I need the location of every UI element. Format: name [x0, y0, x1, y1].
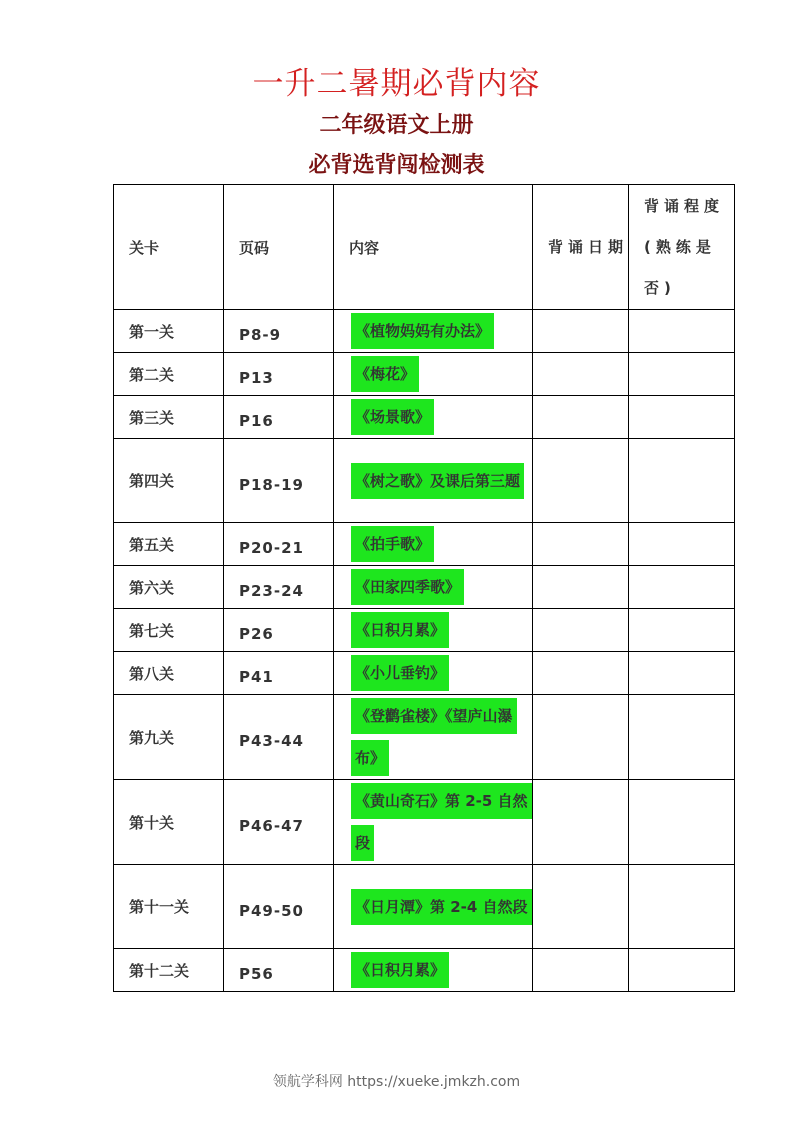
highlighted-content: 《登鹳雀楼》《望庐山瀑布》	[351, 698, 517, 776]
recite-date-cell	[533, 652, 629, 695]
table-row	[114, 566, 735, 609]
recite-date-cell	[533, 439, 629, 523]
proficiency-cell	[629, 652, 735, 695]
table-row	[114, 396, 735, 439]
level-cell: 第九关	[114, 695, 224, 780]
page-cell: P26	[224, 609, 334, 652]
content-cell	[334, 780, 533, 865]
page-cell: P20-21	[224, 523, 334, 566]
level-cell: 第四关	[114, 439, 224, 523]
content-cell	[334, 865, 533, 949]
column-header-date: 背诵日期	[533, 185, 629, 310]
level-cell: 第十二关	[114, 949, 224, 992]
proficiency-cell	[629, 566, 735, 609]
table-row	[114, 780, 735, 865]
level-cell: 第十一关	[114, 865, 224, 949]
page-cell: P16	[224, 396, 334, 439]
recite-date-cell	[533, 695, 629, 780]
checklist-table	[113, 184, 735, 992]
table-row	[114, 695, 735, 780]
level-cell: 第五关	[114, 523, 224, 566]
recite-date-cell	[533, 865, 629, 949]
column-header-page: 页码	[224, 185, 334, 310]
proficiency-cell	[629, 609, 735, 652]
page-cell: P49-50	[224, 865, 334, 949]
proficiency-cell	[629, 523, 735, 566]
page-title: 一升二暑期必背内容	[252, 66, 541, 102]
recite-date-cell	[533, 310, 629, 353]
content-cell	[334, 396, 533, 439]
proficiency-cell	[629, 780, 735, 865]
content-cell	[334, 566, 533, 609]
recite-date-cell	[533, 396, 629, 439]
content-cell	[334, 439, 533, 523]
recite-date-cell	[533, 566, 629, 609]
highlighted-content: 《日积月累》	[351, 952, 449, 988]
level-cell: 第七关	[114, 609, 224, 652]
highlighted-content: 《日积月累》	[351, 612, 449, 648]
highlighted-content: 《场景歌》	[351, 399, 434, 435]
highlighted-content: 《田家四季歌》	[351, 569, 464, 605]
table-header-row	[114, 185, 735, 310]
table-row	[114, 310, 735, 353]
page-cell: P23-24	[224, 566, 334, 609]
table-row	[114, 609, 735, 652]
level-cell: 第八关	[114, 652, 224, 695]
table-row	[114, 949, 735, 992]
table-row	[114, 439, 735, 523]
table-title: 必背选背闯检测表	[308, 153, 485, 178]
table-row	[114, 865, 735, 949]
page-subtitle: 二年级语文上册	[319, 113, 474, 138]
highlighted-content: 《小儿垂钓》	[351, 655, 449, 691]
level-cell: 第一关	[114, 310, 224, 353]
proficiency-cell	[629, 949, 735, 992]
level-cell: 第三关	[114, 396, 224, 439]
highlighted-content: 《梅花》	[351, 356, 419, 392]
proficiency-cell	[629, 695, 735, 780]
recite-date-cell	[533, 949, 629, 992]
proficiency-cell	[629, 310, 735, 353]
recite-date-cell	[533, 523, 629, 566]
content-cell	[334, 652, 533, 695]
page-cell: P56	[224, 949, 334, 992]
table-row	[114, 523, 735, 566]
page-cell: P8-9	[224, 310, 334, 353]
recite-date-cell	[533, 780, 629, 865]
table-row	[114, 353, 735, 396]
page-cell: P43-44	[224, 695, 334, 780]
proficiency-cell	[629, 439, 735, 523]
table-row	[114, 652, 735, 695]
content-cell	[334, 949, 533, 992]
highlighted-content: 《黄山奇石》第 2-5 自然段	[351, 783, 532, 861]
proficiency-cell	[629, 396, 735, 439]
highlighted-content: 《拍手歌》	[351, 526, 434, 562]
page-cell: P13	[224, 353, 334, 396]
level-cell: 第二关	[114, 353, 224, 396]
column-header-level: 关卡	[114, 185, 224, 310]
proficiency-cell	[629, 353, 735, 396]
recite-date-cell	[533, 353, 629, 396]
level-cell: 第十关	[114, 780, 224, 865]
highlighted-content: 《植物妈妈有办法》	[351, 313, 494, 349]
content-cell	[334, 310, 533, 353]
level-cell: 第六关	[114, 566, 224, 609]
column-header-content: 内容	[334, 185, 533, 310]
footer-source: 领航学科网 https://xueke.jmkzh.com	[272, 1074, 521, 1090]
content-cell	[334, 523, 533, 566]
content-cell	[334, 609, 533, 652]
page-cell: P46-47	[224, 780, 334, 865]
highlighted-content: 《日月潭》第 2-4 自然段	[351, 889, 532, 925]
page-cell: P18-19	[224, 439, 334, 523]
content-cell	[334, 353, 533, 396]
content-cell	[334, 695, 533, 780]
highlighted-content: 《树之歌》及课后第三题	[351, 463, 524, 499]
recite-date-cell	[533, 609, 629, 652]
page-cell: P41	[224, 652, 334, 695]
proficiency-cell	[629, 865, 735, 949]
column-header-proficiency: 背诵程度(熟练是否)	[629, 185, 735, 310]
